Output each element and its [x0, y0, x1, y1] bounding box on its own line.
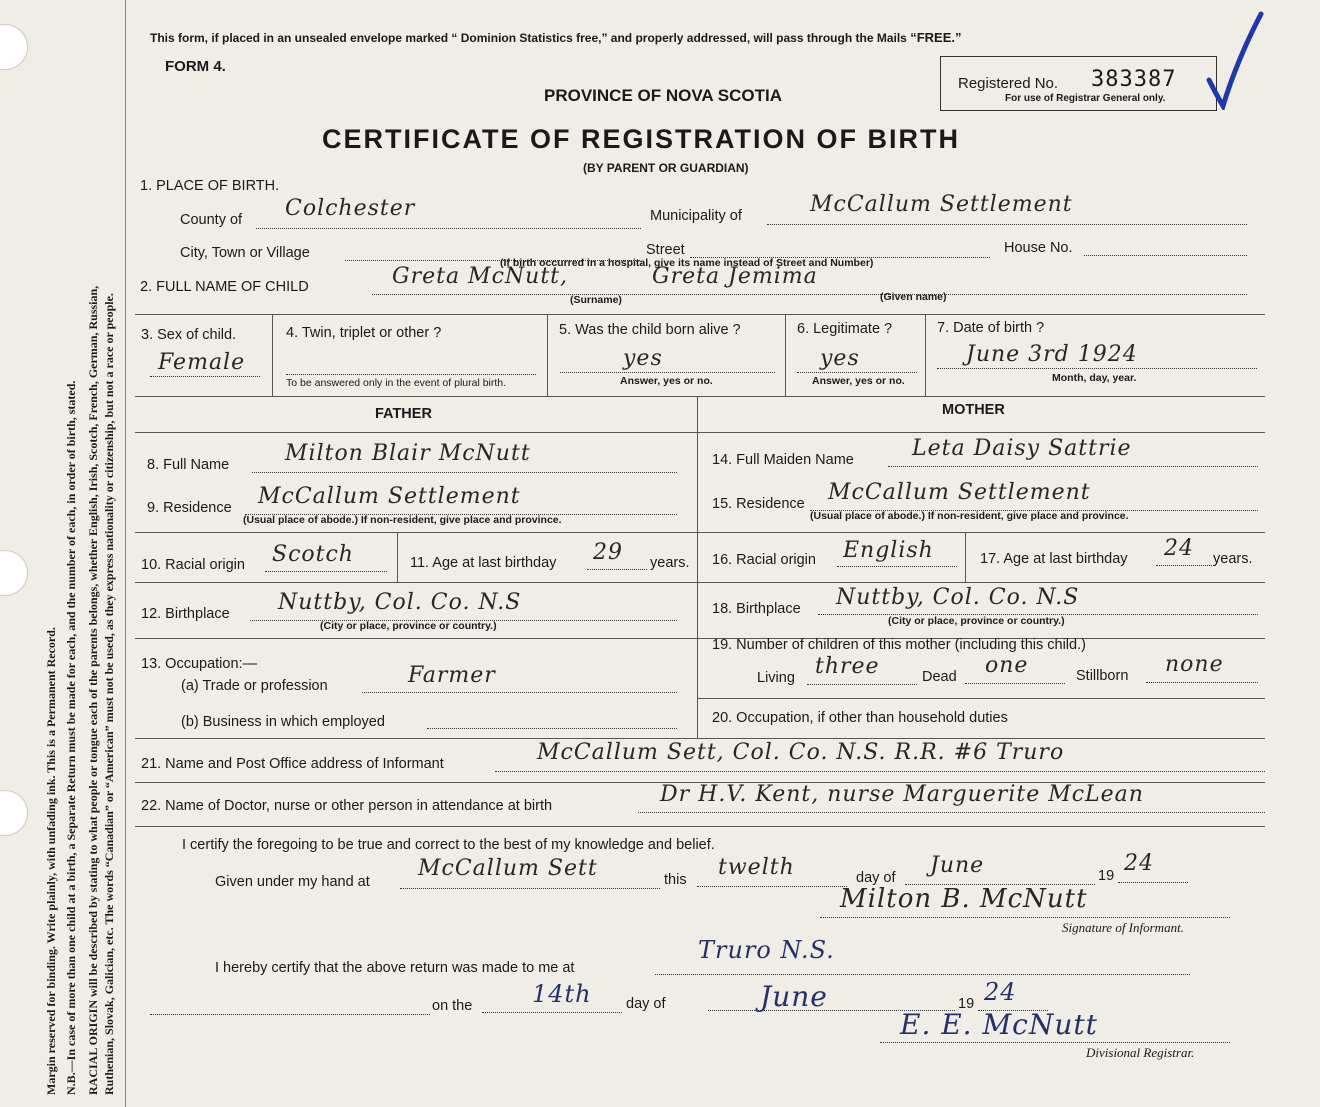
certify-month: June — [930, 853, 985, 878]
document-subtitle: (BY PARENT OR GUARDIAN) — [583, 161, 749, 175]
registrar-signature-label: Divisional Registrar. — [1086, 1045, 1195, 1060]
punch-hole — [0, 24, 28, 70]
margin-note: Ruthenian, Slovak, Galician, etc. The words “Canadian” or “American” must not be used, as they express nationality or citizenship, but not a race or people. — [102, 293, 116, 1095]
city-label: City, Town or Village — [180, 245, 310, 261]
mother-residence-label: 15. Residence — [712, 496, 805, 512]
punch-hole — [0, 550, 28, 596]
dead-label: Dead — [922, 669, 957, 685]
document-title: CERTIFICATE OF REGISTRATION OF BIRTH — [322, 124, 960, 154]
mother-race-label: 16. Racial origin — [712, 552, 816, 568]
mother-age: 24 — [1164, 536, 1194, 561]
mother-occupation-label: 20. Occupation, if other than household duties — [712, 710, 1008, 726]
registrar-day: 14th — [532, 980, 592, 1008]
occupation-label: 13. Occupation:— — [141, 656, 258, 672]
living-label: Living — [757, 670, 795, 686]
given-name-note: (Given name) — [880, 291, 947, 303]
father-age-label: 11. Age at last birthday — [410, 555, 557, 571]
mother-age-label: 17. Age at last birthday — [980, 551, 1128, 567]
checkmark-icon — [1205, 10, 1265, 110]
father-birthplace-label: 12. Birthplace — [141, 606, 230, 622]
mail-notice: This form, if placed in an unsealed envelope marked “ Dominion Statistics free,” and properly addressed, will pass through the Mails “FREE.” — [150, 30, 962, 45]
father-residence-label: 9. Residence — [147, 500, 232, 516]
on-label: on the — [432, 998, 473, 1014]
dob-label: 7. Date of birth ? — [937, 320, 1045, 336]
living-value: three — [815, 654, 880, 679]
registrar-note: For use of Registrar General only. — [1005, 93, 1166, 104]
province-heading: PROVINCE OF NOVA SCOTIA — [544, 86, 783, 105]
given-place: McCallum Sett — [418, 856, 598, 881]
registrar-signature: E. E. McNutt — [900, 1008, 1098, 1041]
trade-value: Farmer — [408, 663, 496, 688]
mother-birthplace-label: 18. Birthplace — [712, 601, 801, 617]
trade-label: (a) Trade or profession — [181, 678, 328, 694]
form-number: FORM 4. — [165, 58, 226, 75]
margin-note: RACIAL ORIGIN will be described by stating to what people or tongue each of the parents belongs, whether English, Irish, Scotch, French, German, Russian, — [86, 285, 100, 1095]
father-race: Scotch — [272, 542, 354, 567]
registered-label: Registered No. — [958, 75, 1059, 92]
father-name-label: 8. Full Name — [147, 457, 230, 473]
mother-race: English — [843, 538, 934, 563]
sex-value: Female — [158, 350, 246, 375]
county-label: County of — [180, 212, 243, 228]
given-label: Given under my hand at — [215, 874, 370, 890]
legitimate-label: 6. Legitimate ? — [797, 321, 893, 337]
sex-label: 3. Sex of child. — [141, 327, 237, 343]
twin-note: To be answered only in the event of plural birth. — [286, 377, 507, 389]
surname-note: (Surname) — [570, 294, 622, 306]
registrar-month: June — [760, 980, 828, 1013]
registered-number: 383387 — [1091, 67, 1177, 92]
registrar-day-of-label: day of — [626, 996, 666, 1012]
father-race-label: 10. Racial origin — [141, 557, 245, 573]
legitimate-value: yes — [820, 346, 860, 371]
children-label: 19. Number of children of this mother (including this child.) — [712, 637, 1086, 653]
municipality-value: McCallum Settlement — [810, 192, 1073, 217]
house-label: House No. — [1004, 240, 1073, 256]
registration-box — [940, 56, 1217, 111]
stillborn-value: none — [1165, 652, 1224, 677]
county-value: Colchester — [285, 196, 416, 221]
margin-line — [125, 0, 126, 1107]
alive-note: Answer, yes or no. — [620, 375, 713, 387]
informant-label: 21. Name and Post Office address of Informant — [141, 756, 444, 772]
father-name: Milton Blair McNutt — [285, 441, 531, 466]
certify-year: 24 — [1124, 851, 1154, 876]
father-heading: FATHER — [375, 406, 432, 422]
informant-signature: Milton B. McNutt — [840, 884, 1088, 914]
registrar-place: Truro N.S. — [698, 936, 835, 964]
registrar-year: 24 — [984, 978, 1017, 1006]
informant-value: McCallum Sett, Col. Co. N.S. R.R. #6 Truro — [537, 740, 1065, 765]
dob-note: Month, day, year. — [1052, 372, 1137, 384]
mother-heading: MOTHER — [942, 402, 1005, 418]
alive-value: yes — [623, 346, 663, 371]
mother-birthplace: Nuttby, Col. Co. N.S — [836, 585, 1080, 610]
child-given-name: Greta Jemima — [652, 264, 818, 289]
business-label: (b) Business in which employed — [181, 714, 385, 730]
margin-note: Margin reserved for binding. Write plainly, with unfading ink. This is a Permanent Record. — [44, 627, 58, 1095]
father-residence: McCallum Settlement — [258, 484, 521, 509]
punch-hole — [0, 790, 28, 836]
place-heading: 1. PLACE OF BIRTH. — [140, 178, 280, 194]
stillborn-label: Stillborn — [1076, 668, 1129, 684]
hospital-note: (If birth occurred in a hospital, give its name instead of Street and Number) — [500, 257, 874, 269]
mother-birthplace-note: (City or place, province or country.) — [888, 615, 1065, 627]
mother-residence-note: (Usual place of abode.) If non-resident, give place and province. — [810, 510, 1129, 522]
certify-text: I certify the foregoing to be true and correct to the best of my knowledge and belief. — [182, 837, 715, 853]
mother-years: years. — [1213, 551, 1253, 567]
doctor-value: Dr H.V. Kent, nurse Marguerite McLean — [660, 782, 1144, 807]
street-label: Street — [646, 242, 685, 258]
father-birthplace: Nuttby, Col. Co. N.S — [278, 590, 522, 615]
dob-value: June 3rd 1924 — [966, 342, 1138, 367]
father-years: years. — [650, 555, 690, 571]
year-prefix: 19 — [1098, 868, 1115, 884]
legitimate-note: Answer, yes or no. — [812, 375, 905, 387]
father-residence-note: (Usual place of abode.) If non-resident, give place and province. — [243, 514, 562, 526]
margin-note: N.B.—In case of more than one child at a birth, a Separate Return must be made for each, and the number of each, in order of birth, stated. — [64, 380, 78, 1095]
municipality-label: Municipality of — [650, 208, 742, 224]
mother-name: Leta Daisy Sattrie — [912, 436, 1132, 461]
mother-name-label: 14. Full Maiden Name — [712, 452, 854, 468]
doctor-label: 22. Name of Doctor, nurse or other person in attendance at birth — [141, 798, 553, 814]
father-age: 29 — [593, 540, 623, 565]
registrar-year-prefix: 19 — [958, 996, 975, 1012]
child-surname: Greta McNutt, — [392, 264, 569, 289]
child-name-label: 2. FULL NAME OF CHILD — [140, 279, 309, 295]
informant-signature-label: Signature of Informant. — [1062, 920, 1184, 935]
father-birthplace-note: (City or place, province or country.) — [320, 620, 497, 632]
day-of-label: day of — [856, 870, 896, 886]
registrar-text: I hereby certify that the above return was made to me at — [215, 960, 575, 976]
dead-value: one — [985, 653, 1029, 678]
mother-residence: McCallum Settlement — [828, 480, 1091, 505]
this-label: this — [664, 872, 687, 888]
twin-label: 4. Twin, triplet or other ? — [286, 325, 442, 341]
certify-day: twelth — [718, 855, 795, 880]
alive-label: 5. Was the child born alive ? — [559, 322, 741, 338]
